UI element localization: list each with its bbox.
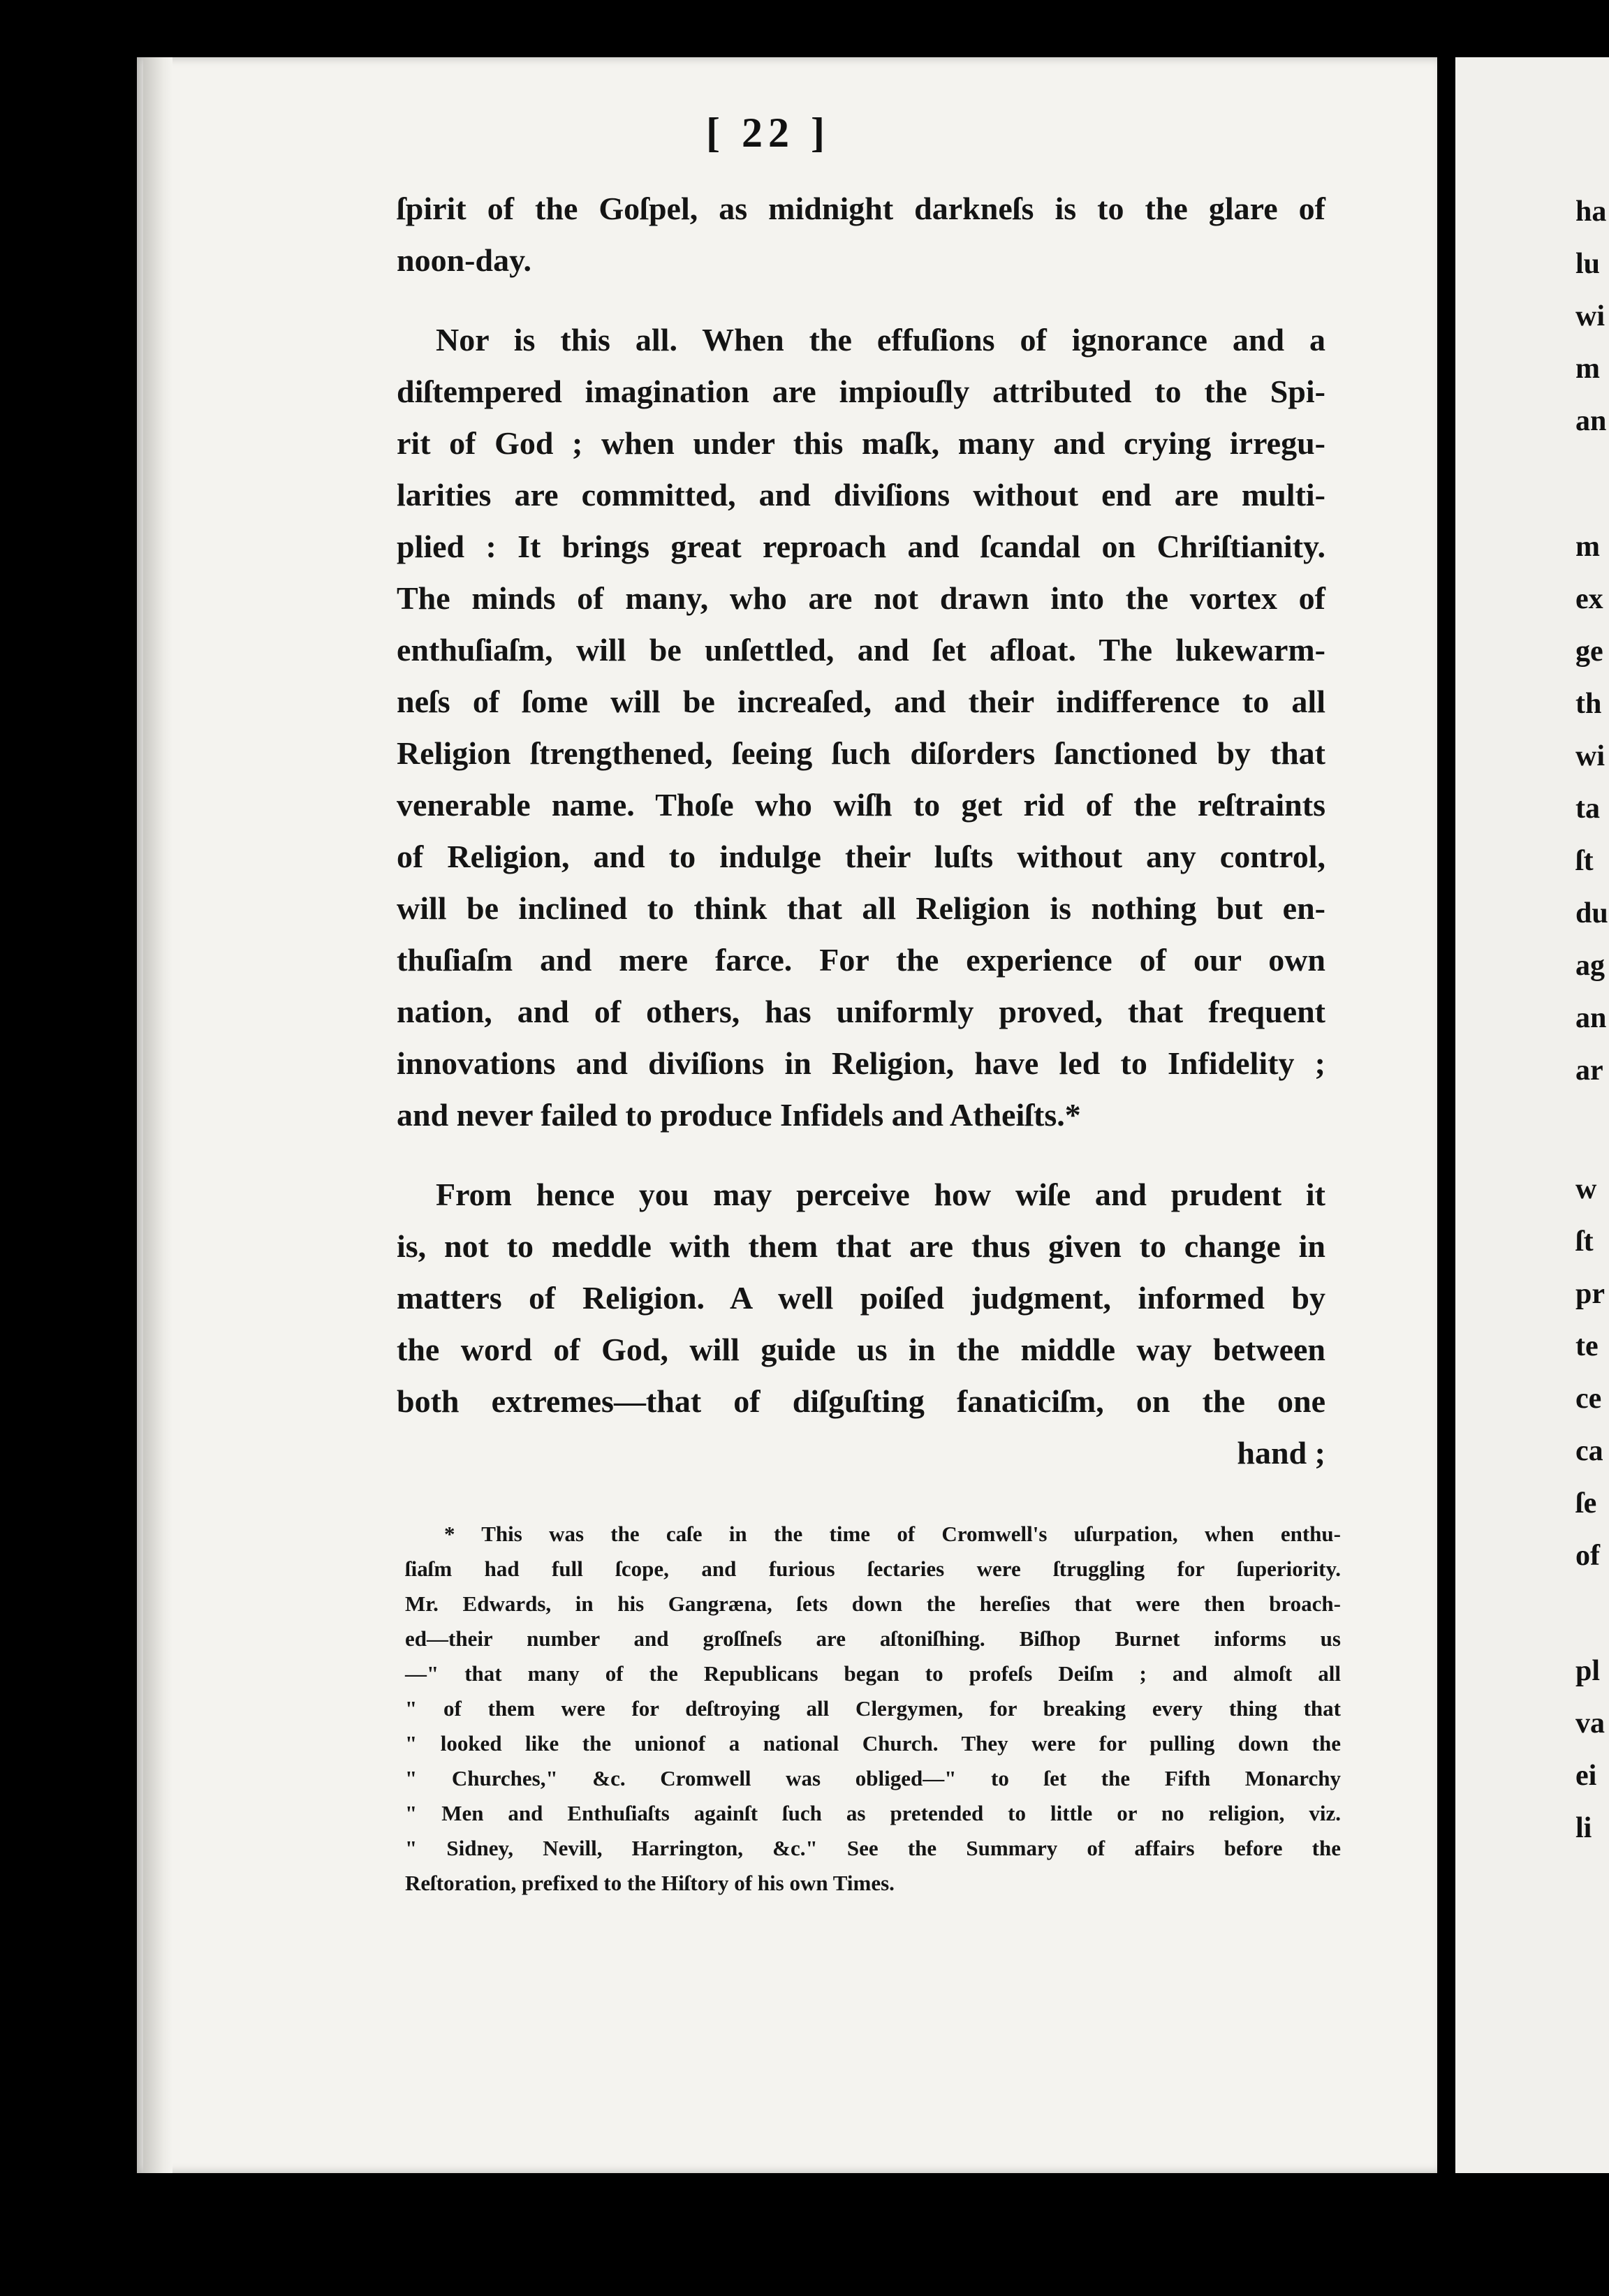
facing-page-fragment: ce xyxy=(1575,1383,1602,1415)
facing-page-edge xyxy=(1455,57,1609,2173)
facing-page-fragment: du xyxy=(1575,897,1608,929)
body-text xyxy=(397,183,1325,1479)
footnote-line: —" that many of the Republicans began to profeſs Deiſm ; and almoſt all xyxy=(405,1661,1341,1686)
facing-page-fragment: w xyxy=(1575,1173,1597,1205)
text-line: Religion ſtrengthened, ſeeing ſuch diſorders ſanctioned by that xyxy=(397,735,1325,771)
text-line: is, not to meddle with them that are thus given to change in xyxy=(397,1228,1325,1264)
footnote-line: ed—their number and groſſneſs are aſtoniſhing. Biſhop Burnet informs us xyxy=(405,1626,1341,1651)
footnote-line: " Sidney, Nevill, Harrington, &c." See the Summary of affairs before the xyxy=(405,1836,1341,1860)
footnote-line: Reſtoration, prefixed to the Hiſtory of his own Times. xyxy=(405,1871,895,1895)
text-line: neſs of ſome will be increaſed, and their indifference to all xyxy=(397,684,1325,719)
facing-page-fragment: th xyxy=(1575,688,1602,720)
facing-page-fragment: ſe xyxy=(1575,1487,1597,1519)
text-line: diſtempered imagination are impiouſly attributed to the Spi- xyxy=(397,374,1325,409)
facing-page-fragment: pr xyxy=(1575,1278,1605,1310)
facing-page-fragment: li xyxy=(1575,1812,1592,1844)
text-line: noon-day. xyxy=(397,242,532,278)
facing-page-fragment: wi xyxy=(1575,300,1605,332)
text-line: will be inclined to think that all Religion is nothing but en- xyxy=(397,890,1325,926)
footnote-line: " looked like the unionof a national Church. They were for pulling down the xyxy=(405,1731,1341,1756)
text-line: matters of Religion. A well poiſed judgment, informed by xyxy=(397,1280,1325,1316)
text-line: The minds of many, who are not drawn into the vortex of xyxy=(397,580,1325,616)
text-line: plied : It brings great reproach and ſcandal on Chriſtianity. xyxy=(397,529,1325,564)
text-line: the word of God, will guide us in the middle way between xyxy=(397,1332,1325,1367)
text-line: and never failed to produce Infidels and Atheiſts.* xyxy=(397,1097,1081,1133)
text-line: enthuſiaſm, will be unſettled, and ſet afloat. The lukewarm- xyxy=(397,632,1325,668)
text-line: hand ; xyxy=(1237,1435,1325,1471)
facing-page-fragment: m xyxy=(1575,353,1600,385)
text-line: thuſiaſm and mere farce. For the experience of our own xyxy=(397,942,1325,978)
footnote-line: Mr. Edwards, in his Gangræna, ſets down the hereſies that were then broach- xyxy=(405,1591,1341,1616)
text-line: From hence you may perceive how wiſe and prudent it xyxy=(436,1177,1325,1212)
text-line: nation, and of others, has uniformly proved, that frequent xyxy=(397,994,1325,1029)
footnote-line: * This was the caſe in the time of Cromwell's uſurpation, when enthu- xyxy=(444,1522,1341,1546)
facing-page-fragment: ca xyxy=(1575,1435,1603,1467)
facing-page-fragment: va xyxy=(1575,1707,1605,1739)
facing-page-fragment: te xyxy=(1575,1330,1599,1362)
text-line: both extremes—that of diſguſting fanaticiſm, on the one xyxy=(397,1383,1325,1419)
page-number: [ 22 ] xyxy=(706,110,830,156)
footnote xyxy=(405,1517,1341,1901)
facing-page-fragment: ha xyxy=(1575,196,1607,228)
footnote-line: " of them were for deſtroying all Clergymen, for breaking every thing that xyxy=(405,1696,1341,1721)
facing-page-fragment: an xyxy=(1575,405,1607,437)
text-line: ſpirit of the Goſpel, as midnight darkneſs is to the glare of xyxy=(397,191,1325,226)
facing-page-fragment: ex xyxy=(1575,583,1603,615)
page-gutter xyxy=(1437,57,1455,2173)
facing-page-fragment: ſt xyxy=(1575,845,1594,877)
page-binding-shadow xyxy=(143,57,172,2173)
facing-page-fragment: ar xyxy=(1575,1054,1603,1087)
facing-page-fragment: ag xyxy=(1575,950,1605,982)
facing-page-fragment: ta xyxy=(1575,793,1600,825)
facing-page-fragment: m xyxy=(1575,531,1600,563)
footnote-line: " Men and Enthuſiaſts againſt ſuch as pretended to little or no religion, viz. xyxy=(405,1801,1341,1825)
text-line: rit of God ; when under this maſk, many and crying irregu- xyxy=(397,425,1325,461)
text-line: Nor is this all. When the effuſions of ignorance and a xyxy=(436,322,1325,358)
text-line: innovations and diviſions in Religion, have led to Infidelity ; xyxy=(397,1045,1325,1081)
facing-page-fragment: of xyxy=(1575,1540,1600,1572)
text-line: larities are committed, and diviſions without end are multi- xyxy=(397,477,1325,513)
text-line: of Religion, and to indulge their luſts without any control, xyxy=(397,839,1325,874)
facing-page-fragment: ge xyxy=(1575,635,1603,668)
paragraph-gap xyxy=(397,286,1325,314)
facing-page-fragment: ei xyxy=(1575,1760,1597,1792)
facing-page-fragment: pl xyxy=(1575,1655,1601,1687)
facing-page-fragment: an xyxy=(1575,1002,1607,1034)
facing-page-fragment: ſt xyxy=(1575,1226,1594,1258)
text-line: venerable name. Thoſe who wiſh to get rid of the reſtraints xyxy=(397,787,1325,823)
footnote-line: ſiaſm had full ſcope, and furious ſectaries were ſtruggling for ſuperiority. xyxy=(405,1557,1341,1581)
facing-page-fragment: lu xyxy=(1575,248,1601,280)
footnote-line: " Churches," &c. Cromwell was obliged—" to ſet the Fifth Monarchy xyxy=(405,1766,1341,1790)
paragraph-gap xyxy=(397,1141,1325,1169)
facing-page-fragment: wi xyxy=(1575,740,1605,772)
